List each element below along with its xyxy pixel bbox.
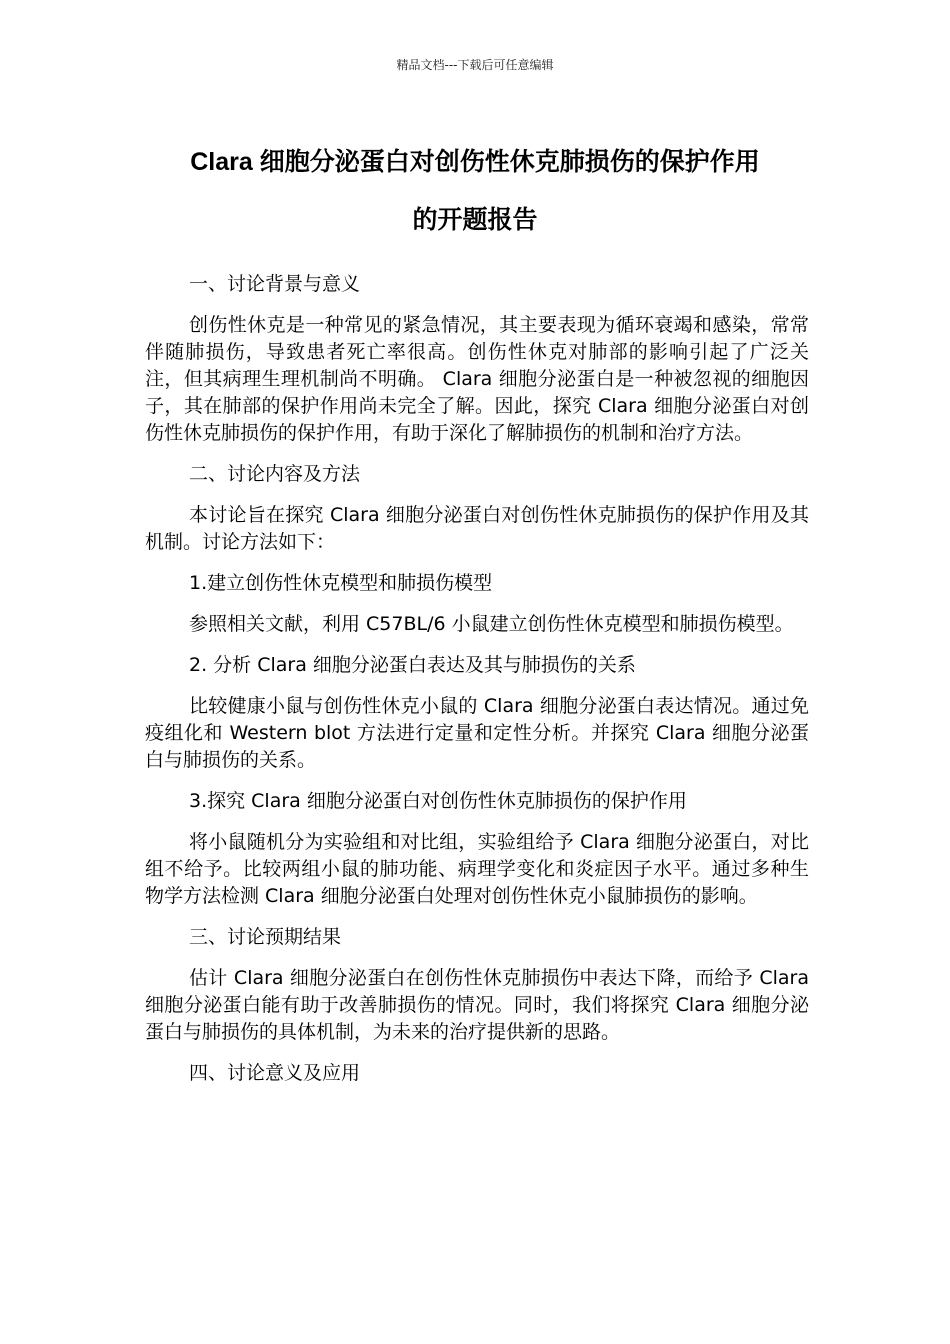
paragraph-background: 创伤性休克是一种常见的紧急情况，其主要表现为循环衰竭和感染，常常伴随肺损伤，导致患者死亡率很高。创伤性休克对肺部的影响引起了广泛关注，但其病理生理机制尚不明确。 Clara 细胞分泌蛋白是一种被忽视的细胞因子，其在肺部的保护作用尚未完全了解。因此，探究 Clara 细胞分泌蛋白对创伤性休克肺损伤的保护作用，有助于深化了解肺损伤的机制和治疗方法。 [145,314,809,444]
paragraph-expression: 比较健康小鼠与创伤性休克小鼠的 Clara 细胞分泌蛋白表达情况。通过免疫组化和 Western blot 方法进行定量和定性分析。并探究 Clara 细胞分泌蛋白与肺损伤的关系。 [145,695,809,771]
section-heading-results: 三、讨论预期结果 [189,926,342,948]
paragraph-methods-intro: 本讨论旨在探究 Clara 细胞分泌蛋白对创伤性休克肺损伤的保护作用及其机制。讨论方法如下： [145,504,809,553]
subheading-protection: 3.探究 Clara 细胞分泌蛋白对创伤性休克肺损伤的保护作用 [189,790,687,812]
subheading-model: 1.建立创伤性休克模型和肺损伤模型 [189,572,493,594]
subheading-expression: 2. 分析 Clara 细胞分泌蛋白表达及其与肺损伤的关系 [189,654,636,676]
title-line-2: 的开题报告 [412,206,538,234]
section-heading-background: 一、讨论背景与意义 [189,273,361,295]
header-note: 精品文档---下载后可任意编辑 [396,58,554,72]
document-body [145,271,809,1101]
document-title [130,133,820,249]
paragraph-protection: 将小鼠随机分为实验组和对比组，实验组给予 Clara 细胞分泌蛋白，对比组不给予。比较两组小鼠的肺功能、病理学变化和炎症因子水平。通过多种生物学方法检测 Clara 细胞分泌蛋白处理对创伤性休克小鼠肺损伤的影响。 [145,831,809,907]
paragraph-results: 估计 Clara 细胞分泌蛋白在创伤性休克肺损伤中表达下降，而给予 Clara 细胞分泌蛋白能有助于改善肺损伤的情况。同时，我们将探究 Clara 细胞分泌蛋白与肺损伤的具体机制，为未来的治疗提供新的思路。 [145,967,809,1043]
section-heading-significance: 四、讨论意义及应用 [189,1062,361,1084]
title-line-1: Clara 细胞分泌蛋白对创伤性休克肺损伤的保护作用 [190,148,760,176]
paragraph-model: 参照相关文献，利用 C57BL/6 小鼠建立创伤性休克模型和肺损伤模型。 [189,613,794,635]
section-heading-methods: 二、讨论内容及方法 [189,463,361,485]
